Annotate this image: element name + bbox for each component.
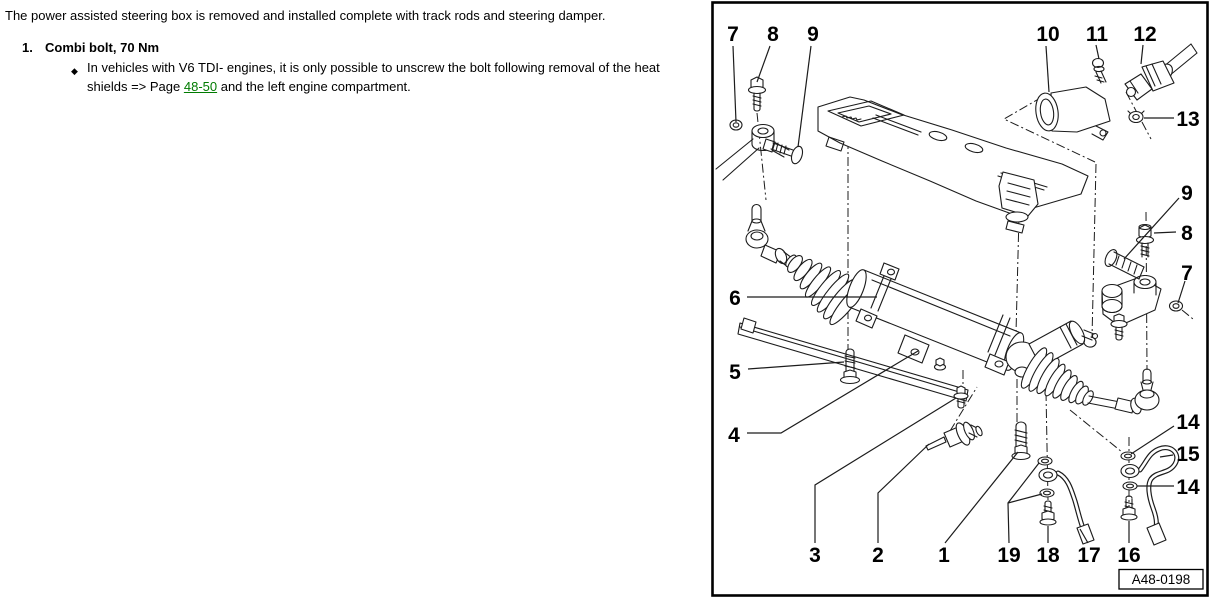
- callout-label: 8: [1181, 222, 1193, 245]
- callout-label: 13: [1176, 108, 1200, 131]
- callout-label: 2: [872, 544, 884, 567]
- callout-label: 3: [809, 544, 821, 567]
- callout-label: 9: [1181, 182, 1193, 205]
- figure-code: A48-0198: [1131, 572, 1191, 587]
- callout-label: 4: [728, 424, 740, 447]
- item-number: 1.: [22, 40, 33, 55]
- callout-label: 18: [1036, 544, 1060, 567]
- page-link[interactable]: 48-50: [183, 79, 218, 94]
- note-line-1: In vehicles with V6 TDI- engines, it is only possible to unscrew the bolt following removal of the heat: [87, 60, 660, 75]
- callout-label: 14: [1176, 476, 1200, 499]
- bullet-diamond-icon: ◆: [71, 66, 78, 76]
- intro-text: The power assisted steering box is removed and installed complete with track rods and steering damper.: [5, 8, 606, 23]
- callout-label: 17: [1077, 544, 1101, 567]
- callout-label: 7: [727, 23, 739, 46]
- callout-label: 12: [1133, 23, 1157, 46]
- callout-label: 14: [1176, 411, 1200, 434]
- callout-label: 10: [1036, 23, 1060, 46]
- callout-label: 1: [938, 544, 950, 567]
- note-line-2-pre: shields => Page: [87, 79, 184, 94]
- callout-label: 8: [767, 23, 779, 46]
- callout-label: 11: [1085, 23, 1109, 46]
- joint-nut: [1128, 111, 1144, 123]
- callout-label: 16: [1117, 544, 1141, 567]
- figure-code-box: [1119, 570, 1203, 590]
- note-line-2-post: and the left engine compartment.: [217, 79, 411, 94]
- callout-label: 7: [1181, 262, 1193, 285]
- callout-label: 9: [807, 23, 819, 46]
- callout-label: 15: [1176, 443, 1200, 466]
- callout-label: 6: [729, 287, 741, 310]
- callout-label: 19: [997, 544, 1021, 567]
- callout-label: 5: [729, 361, 741, 384]
- item-title: Combi bolt, 70 Nm: [45, 40, 160, 55]
